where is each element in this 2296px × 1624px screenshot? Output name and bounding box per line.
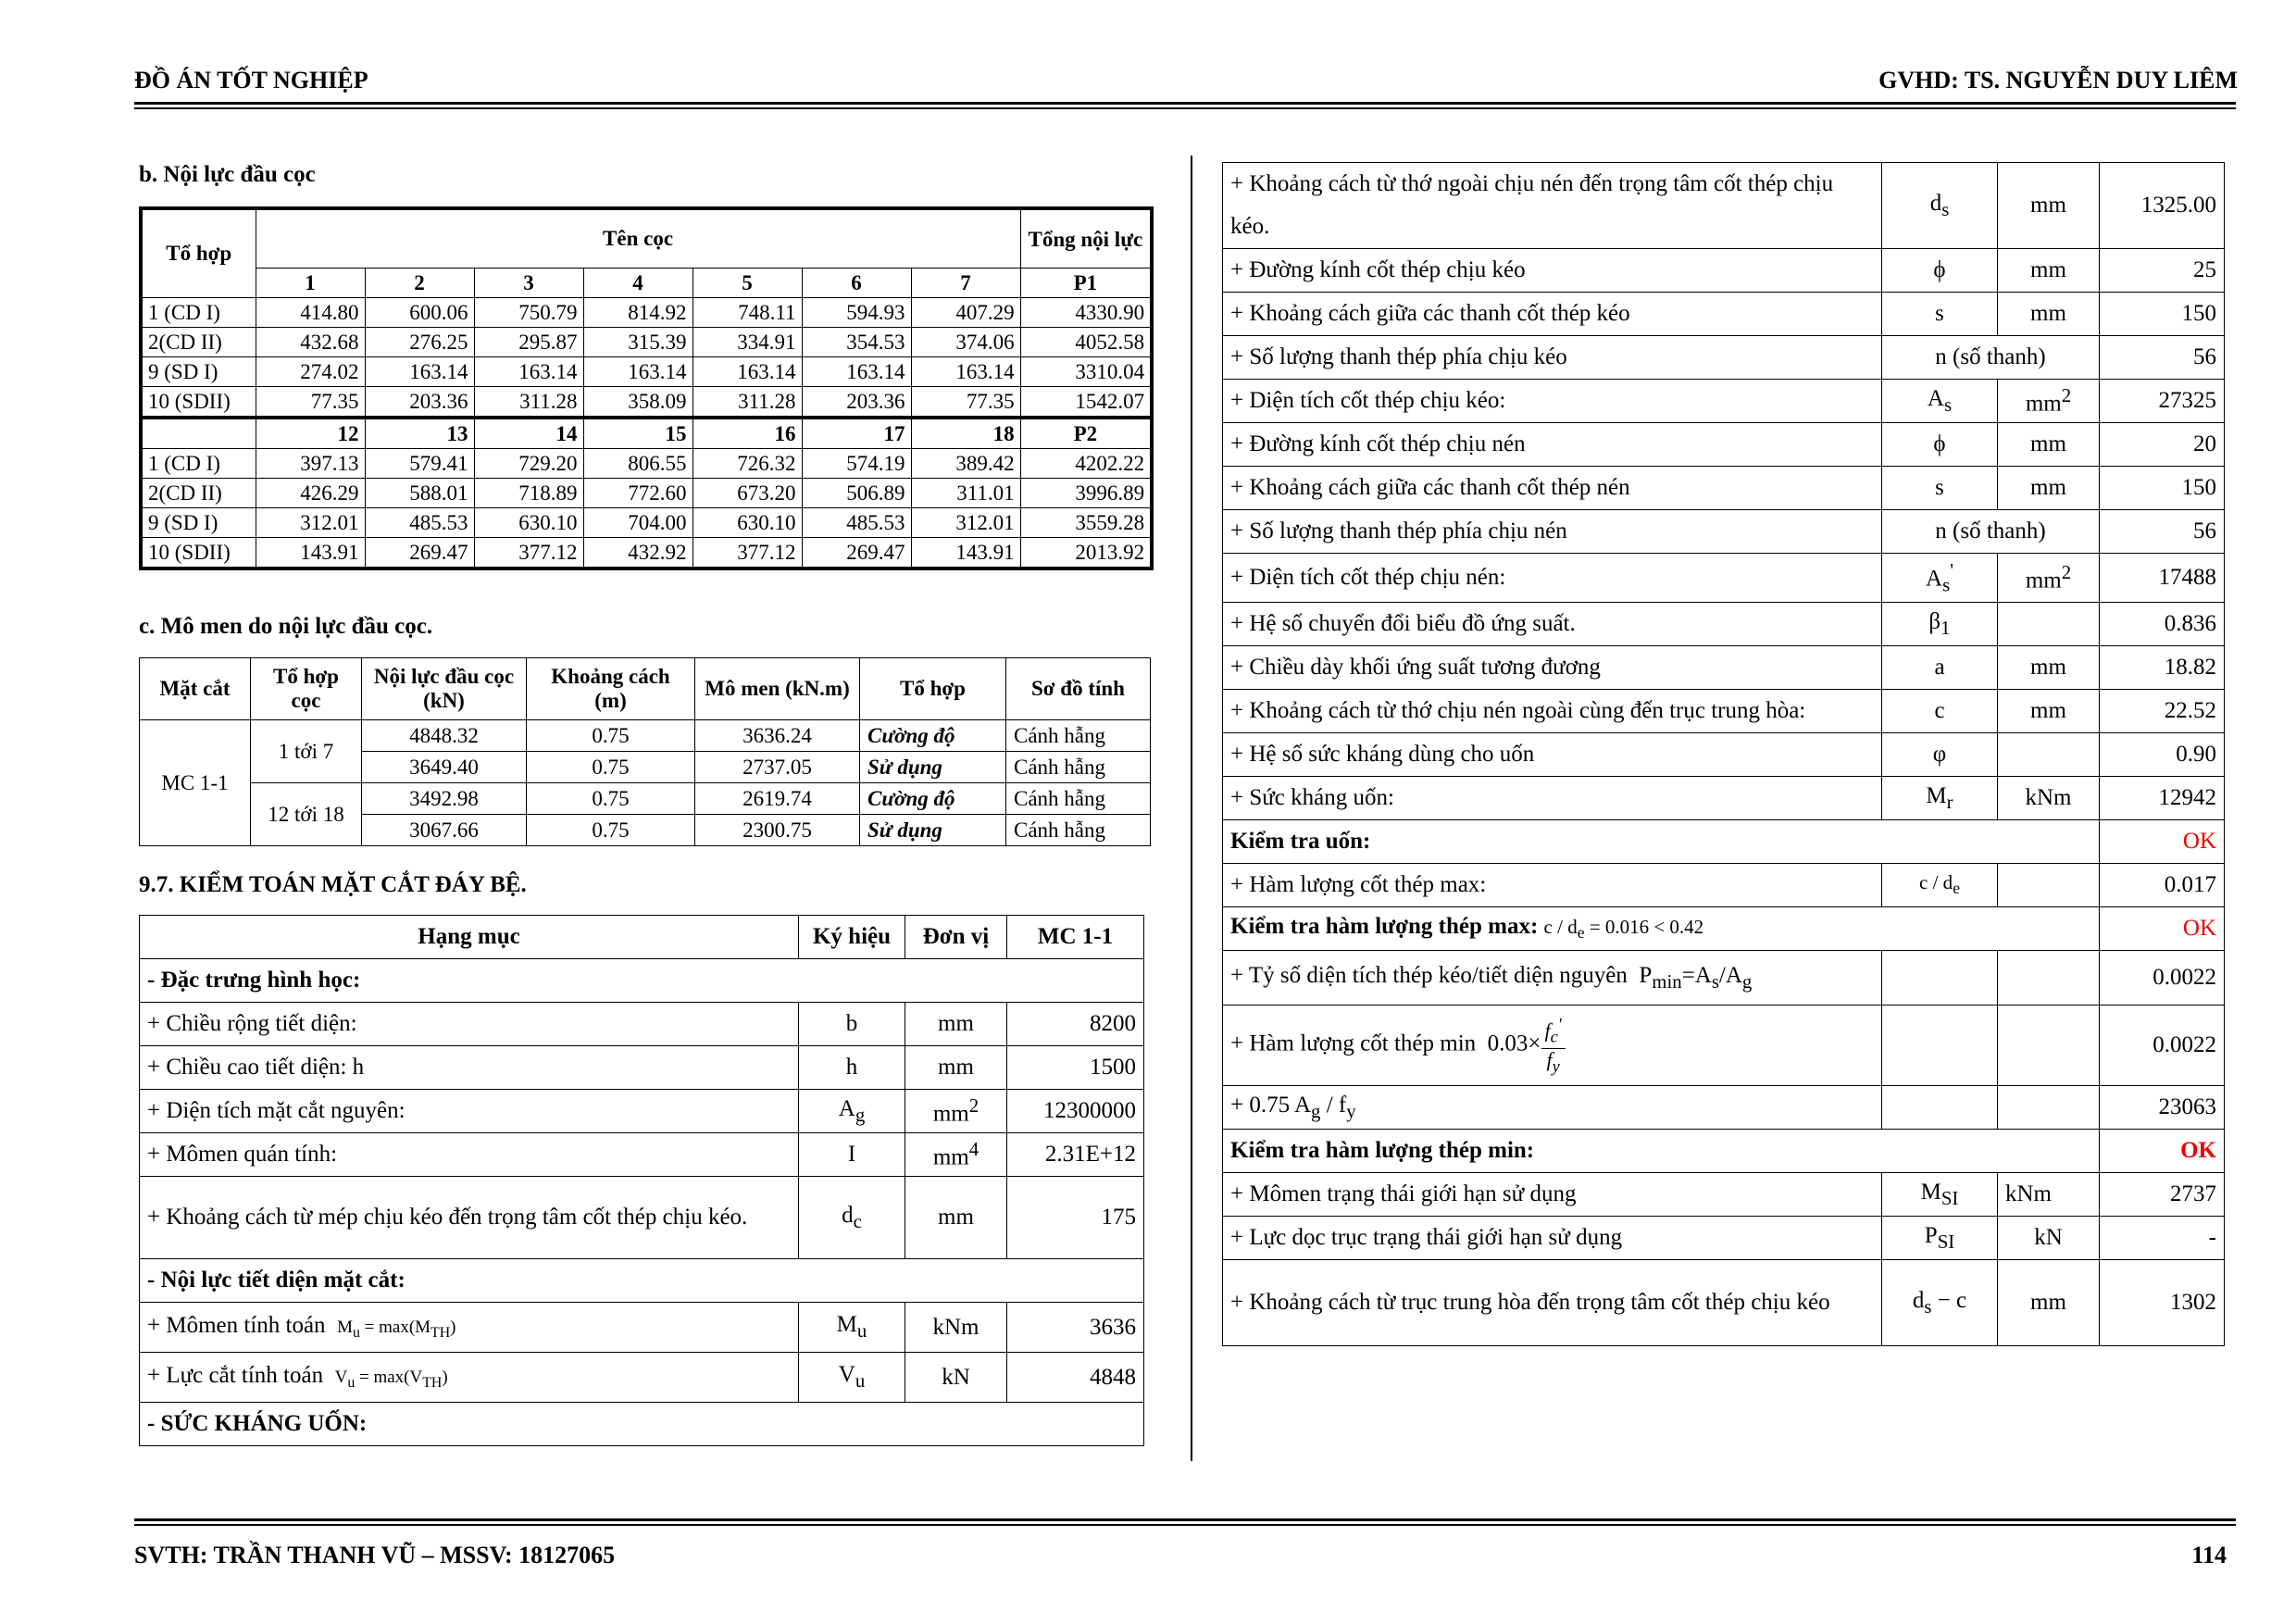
table-row: 10 (SDII) 143.91 269.47 377.12 432.92 377.12 269.47 143.91 2013.92 [141,538,1152,569]
table-row: + Số lượng thanh thép phía chịu kéo n (số thanh) 56 [1223,336,2225,380]
section-b-title: b. Nội lực đầu cọc [139,162,316,187]
footer-left: SVTH: TRẦN THANH VŨ – MSSV: 18127065 [134,1542,616,1568]
table-row: 9 (SD I) 274.02 163.14 163.14 163.14 163.14 163.14 163.14 3310.04 [141,357,1152,387]
table-subheader: 12 13 14 15 16 17 18 P2 [141,418,1152,449]
table-row: + Tỷ số diện tích thép kéo/tiết diện nguyên $P_{min}=A_s/A_g$ 0.0022 [1223,951,2225,1006]
footer-rule-2 [134,1524,2236,1526]
h: Nội lực đầu cọc (kN) [362,658,527,720]
ok-badge: OK [2100,1130,2225,1173]
section-97-title: 9.7. KIỂM TOÁN MẶT CẮT ĐÁY BỆ. [139,872,527,897]
table-row: 3649.40 0.75 2737.05 Sử dụng Cánh hẫng [140,752,1151,783]
table-row: 3067.66 0.75 2300.75 Sử dụng Cánh hẫng [140,815,1151,846]
table-row: 10 (SDII) 77.35 203.36 311.28 358.09 311.28 203.36 77.35 1542.07 [141,387,1152,418]
table-row: 2(CD II) 432.68 276.25 295.87 315.39 334.91 354.53 374.06 4052.58 [141,328,1152,357]
flexure-check-table [1222,162,2225,1346]
table-row: + Số lượng thanh thép phía chịu nén n (số thanh) 56 [1223,510,2225,554]
table-row: + Diện tích mặt cắt nguyên: $A_g$ $mm^2$ 12300000 [140,1090,1144,1133]
table-row: + Khoảng cách từ mép chịu kéo đến trọng tâm cốt thép chịu kéo. $d_c$ mm 175 [140,1177,1144,1259]
check-row: Kiểm tra hàm lượng thép min: OK [1223,1130,2225,1173]
table-row: + Diện tích cốt thép chịu nén: $A_s'$ $mm^2$ 17488 [1223,554,2225,603]
h: Sơ đồ tính [1006,658,1151,720]
group-row: - SỨC KHÁNG UỐN: [140,1403,1144,1446]
page-number: 114 [2191,1542,2227,1568]
table-row: + Chiều cao tiết diện: h h mm 1500 [140,1046,1144,1090]
table-header: Hạng mục Ký hiệu Đơn vị MC 1-1 [140,916,1144,959]
table-row: + Diện tích cốt thép chịu kéo: $A_s$ $mm^2$ 27325 [1223,380,2225,423]
table-row: + Lực dọc trục trạng thái giới hạn sử dụng $P_{SI}$ kN - [1223,1217,2225,1260]
col: 4 [583,269,693,298]
table-row: + Hệ số sức kháng dùng cho uốn φ 0.90 [1223,733,2225,777]
table-row: MC 1-1 1 tới 7 4848.32 0.75 3636.24 Cường độ Cánh hẫng [140,720,1151,752]
moment-table [139,657,1151,846]
col: 3 [474,269,583,298]
group-row: - Đặc trưng hình học: [140,959,1144,1003]
table-row: + Chiều dày khối ứng suất tương đương a mm 18.82 [1223,646,2225,690]
col: 7 [911,269,1020,298]
header-right: GVHD: TS. NGUYỄN DUY LIÊM [1878,67,2238,94]
footer-rule [134,1518,2236,1521]
check-row: Kiểm tra uốn: OK [1223,820,2225,864]
table-row: 1 (CD I) 414.80 600.06 750.79 814.92 748.11 594.93 407.29 4330.90 [141,298,1152,328]
table-row: + Mômen tính toán $M_u = \max(M_{TH})$ $M_u$ kNm 3636 [140,1303,1144,1353]
table-row: + Hệ số chuyển đổi biểu đồ ứng suất. $\beta_1$ 0.836 [1223,603,2225,646]
table-row: + Khoảng cách giữa các thanh cốt thép kéo s mm 150 [1223,293,2225,336]
col: 5 [693,269,802,298]
h-combo: Tổ hợp [141,208,256,298]
table-row: + Hàm lượng cốt thép max: c / $d_e$ 0.017 [1223,864,2225,907]
h-total: Tổng nội lực [1020,208,1152,269]
table-row: 2(CD II) 426.29 588.01 718.89 772.60 673.20 506.89 311.01 3996.89 [141,479,1152,508]
table-row: 9 (SD I) 312.01 485.53 630.10 704.00 630.10 485.53 312.01 3559.28 [141,508,1152,538]
h: Tổ hợp [860,658,1006,720]
col: 2 [365,269,474,298]
table-row: + Hàm lượng cốt thép min 0.03× $\frac{f_c'}{f_y}$ 0.0022 [1223,1006,2225,1086]
table-row: 1 (CD I) 397.13 579.41 729.20 806.55 726.32 574.19 389.42 4202.22 [141,449,1152,479]
table-row: + Đường kính cốt thép chịu kéo ϕ mm 25 [1223,249,2225,293]
section-c-title: c. Mô men do nội lực đầu cọc. [139,614,433,639]
h-pile-name: Tên cọc [256,208,1020,269]
table-row: + Sức kháng uốn: $M_r$ kNm 12942 [1223,777,2225,820]
table-row: 12 tới 18 3492.98 0.75 2619.74 Cường độ Cánh hẫng [140,783,1151,815]
header-rule [134,102,2236,105]
header-rule-2 [134,107,2236,109]
column-divider [1191,156,1192,1461]
table-row: + Đường kính cốt thép chịu nén ϕ mm 20 [1223,423,2225,467]
group-row: - Nội lực tiết diện mặt cắt: [140,1259,1144,1303]
table-row: + Mômen quán tính: I $mm^4$ 2.31E+12 [140,1133,1144,1177]
h: Khoảng cách (m) [527,658,695,720]
section-check-table [139,915,1144,1446]
table-row: + Khoảng cách từ thớ ngoài chịu nén đến trọng tâm cốt thép chịu kéo. $d_s$ mm 1325.00 [1223,163,2225,249]
table-row: + Khoảng cách giữa các thanh cốt thép nén s mm 150 [1223,467,2225,510]
table-row: + Lực cắt tính toán $V_u = \max(V_{TH})$ $V_u$ kN 4848 [140,1353,1144,1403]
h: Tổ hợp cọc [251,658,362,720]
pile-force-table [139,206,1154,570]
check-row: Kiểm tra hàm lượng thép max: $c / d_e = 0.016 < 0.42$ OK [1223,907,2225,951]
table-row: + Khoảng cách từ thớ chịu nén ngoài cùng đến trục trung hòa: c mm 22.52 [1223,690,2225,733]
table-row: + Chiều rộng tiết diện: b mm 8200 [140,1003,1144,1046]
col: 6 [802,269,911,298]
ok-badge: OK [2100,820,2225,864]
table-row: + Khoảng cách từ trục trung hòa đến trọng tâm cốt thép chịu kéo $d_s - c$ mm 1302 [1223,1260,2225,1346]
h: Mô men (kN.m) [695,658,860,720]
col: 1 [256,269,365,298]
table-row: + 0.75 $A_g / f_y$ 23063 [1223,1086,2225,1130]
header-left: ĐỒ ÁN TỐT NGHIỆP [134,67,368,94]
h: Mặt cắt [140,658,251,720]
ok-badge: OK [2100,907,2225,951]
col-total: P1 [1020,269,1152,298]
table-row: + Mômen trạng thái giới hạn sử dụng $M_{SI}$ kNm 2737 [1223,1173,2225,1217]
